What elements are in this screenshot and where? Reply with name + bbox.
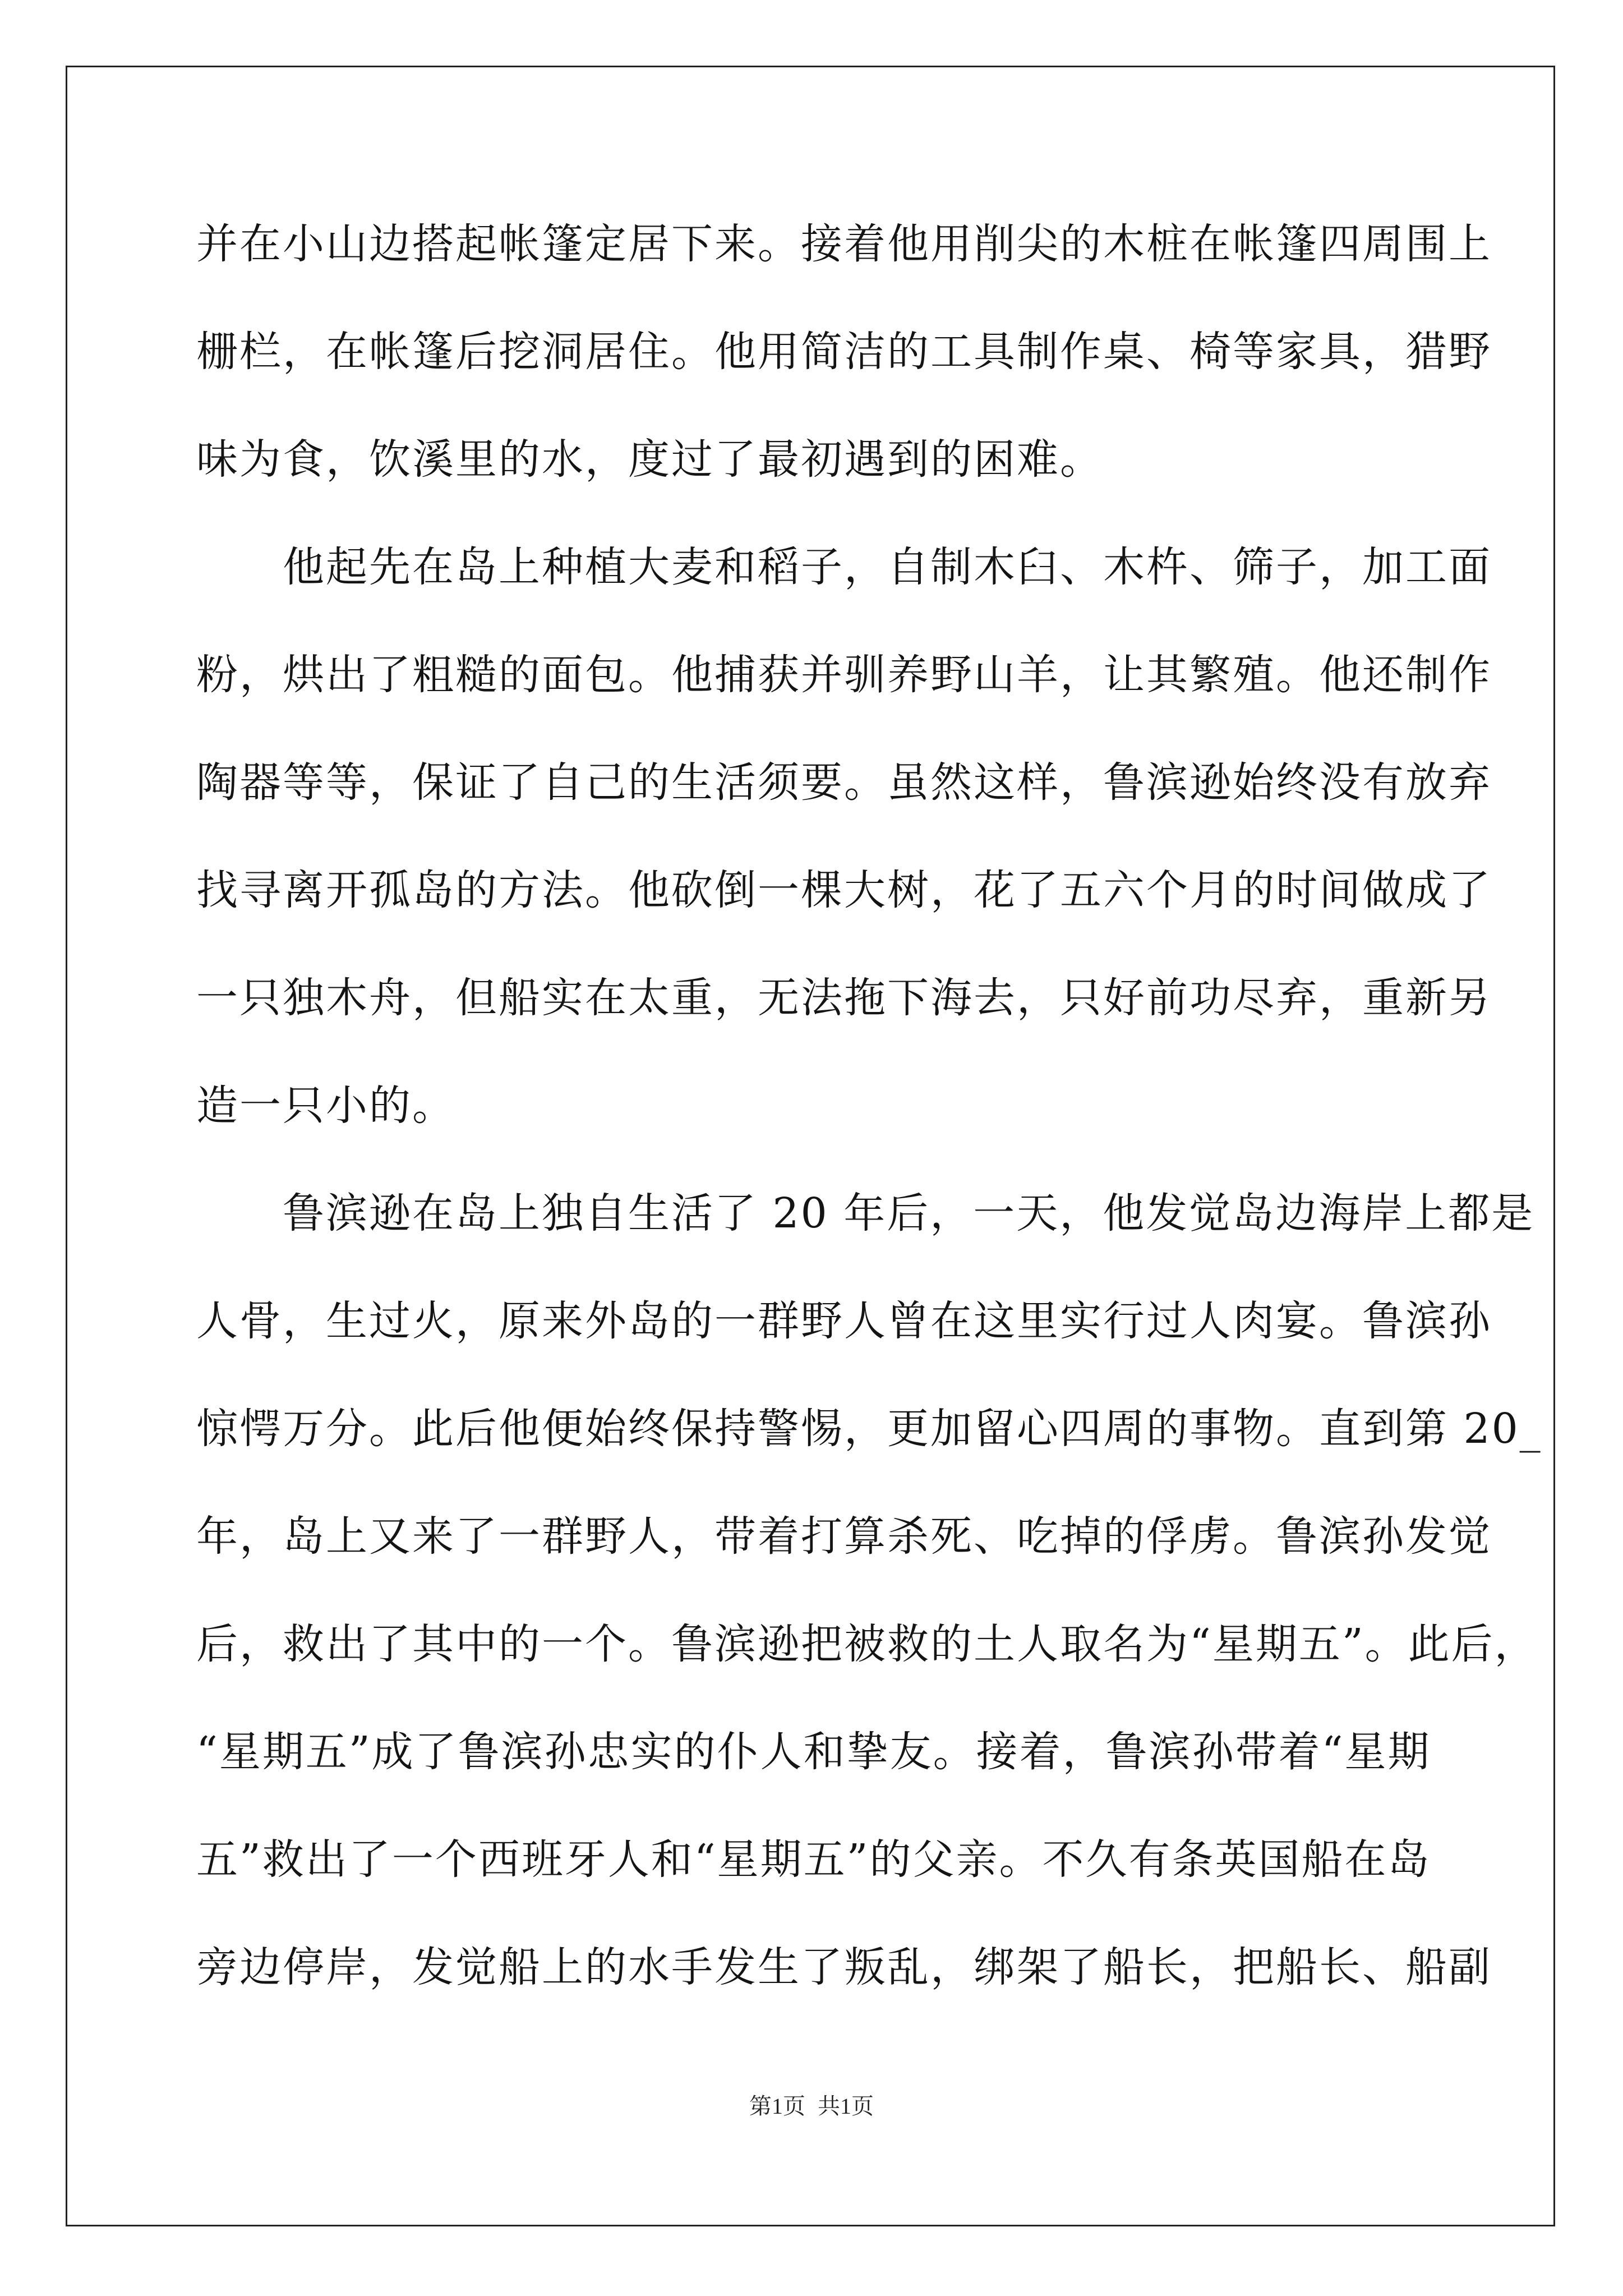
text-line: 年，岛上又来了一群野人，带着打算杀死、吃掉的俘虏。鲁滨孙发觉 — [196, 1512, 1492, 1561]
text-line: 陶器等等，保证了自己的生活须要。虽然这样，鲁滨逊始终没有放弃 — [196, 758, 1492, 807]
text-line: 找寻离开孤岛的方法。他砍倒一棵大树，花了五六个月的时间做成了 — [196, 866, 1492, 914]
text-line: 味为食，饮溪里的水，度过了最初遇到的困难。 — [196, 435, 1103, 484]
text-line: 后，救出了其中的一个。鲁滨逊把被救的土人取名为“星期五”。此后， — [196, 1620, 1538, 1668]
text-line: 一只独木舟，但船实在太重，无法拖下海去，只好前功尽弃，重新另 — [196, 974, 1492, 1022]
text-line: “星期五”成了鲁滨孙忠实的仆人和挚友。接着，鲁滨孙带着“星期 — [196, 1728, 1431, 1776]
text-line: 五”救出了一个西班牙人和“星期五”的父亲。不久有条英国船在岛 — [196, 1835, 1431, 1884]
text-line: 粉，烘出了粗糙的面包。他捕获并驯养野山羊，让其繁殖。他还制作 — [196, 651, 1492, 699]
page-border — [66, 66, 1555, 2226]
text-line: 鲁滨逊在岛上独自生活了 20 年后，一天，他发觉岛边海岸上都是 — [196, 1189, 1535, 1237]
text-line: 造一只小的。 — [196, 1082, 455, 1130]
text-line: 人骨，生过火，原来外岛的一群野人曾在这里实行过人肉宴。鲁滨孙 — [196, 1297, 1492, 1345]
page-footer — [0, 2092, 1623, 2120]
text-line: 惊愕万分。此后他便始终保持警惕，更加留心四周的事物。直到第 20_ — [196, 1405, 1542, 1453]
page-number: 第1页 — [749, 2093, 805, 2119]
text-line: 他起先在岛上种植大麦和稻子，自制木臼、木杵、筛子，加工面 — [196, 543, 1492, 591]
text-line: 并在小山边搭起帐篷定居下来。接着他用削尖的木桩在帐篷四周围上 — [196, 220, 1492, 268]
page-total: 共1页 — [818, 2093, 874, 2119]
text-line: 栅栏，在帐篷后挖洞居住。他用简洁的工具制作桌、椅等家具，猎野 — [196, 328, 1492, 376]
text-line: 旁边停岸，发觉船上的水手发生了叛乱，绑架了船长，把船长、船副 — [196, 1943, 1492, 1991]
